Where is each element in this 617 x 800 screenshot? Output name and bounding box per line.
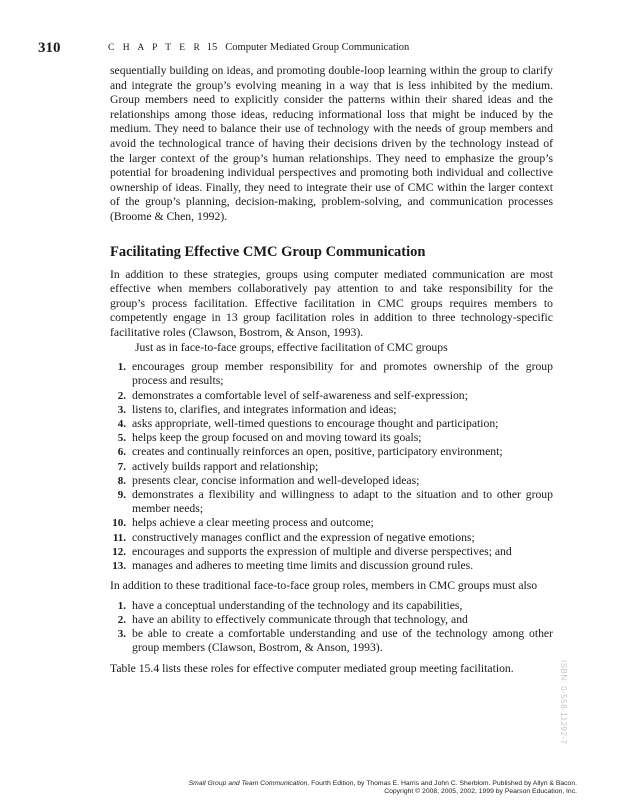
- list-item-text: constructively manages conflict and the expression of negative emotions;: [132, 530, 475, 544]
- list-item-text: encourages group member responsibility for and promotes ownership of the group process and results;: [132, 360, 553, 388]
- list-item-text: helps keep the group focused on and moving toward its goals;: [132, 431, 422, 445]
- list-item: [110, 403, 553, 417]
- list-item-number: 1.: [117, 599, 126, 612]
- list-item-number: 13.: [112, 559, 126, 572]
- list-item-number: 9.: [117, 488, 126, 501]
- list-item: [110, 559, 553, 573]
- list-item: [110, 516, 553, 530]
- list-item-text: be able to create a comfortable understanding and use of the technology among other group members (Clawson, Bostrom, & Anson, 1993).: [132, 627, 553, 655]
- list-item: [110, 474, 553, 488]
- facilitation-roles-list: [110, 360, 553, 573]
- section-paragraph: In addition to these strategies, groups using computer mediated communication are most effective when members collaboratively pay attention to and take responsibility for the group’s process facilitation. Effective facilitation in CMC groups requires members to competently engage in 13 group facilitation roles in addition to three technology-specific facilitative roles (Clawson, Bostrom, & Anson, 1993).: [110, 267, 553, 339]
- list-item-text: manages and adheres to meeting time limits and discussion ground rules.: [132, 558, 474, 572]
- list-item: [110, 417, 553, 431]
- list-item-number: 1.: [117, 361, 126, 374]
- list-item-number: 11.: [112, 531, 126, 544]
- list-item-number: 3.: [117, 628, 126, 641]
- list-item: [110, 531, 553, 545]
- footer: [189, 780, 577, 797]
- list-item: [110, 360, 553, 388]
- list-item: [110, 431, 553, 445]
- list-item-number: 5.: [117, 432, 126, 445]
- list-item-text: encourages and supports the expression of multiple and diverse perspectives; and: [132, 544, 512, 558]
- list-item: [110, 460, 553, 474]
- page-body: [110, 64, 553, 676]
- list-item-number: 4.: [117, 417, 126, 430]
- section-paragraph: Table 15.4 lists these roles for effective computer mediated group meeting facilitation.: [110, 661, 514, 675]
- list-item-number: 2.: [117, 389, 126, 402]
- list-item-text: presents clear, concise information and well-developed ideas;: [132, 473, 420, 487]
- list-item-text: actively builds rapport and relationship;: [132, 459, 319, 473]
- list-item: [110, 627, 553, 655]
- list-item-text: demonstrates a flexibility and willingness to adapt to the situation and to other group member needs;: [132, 487, 553, 516]
- section-paragraph: In addition to these traditional face-to-face group roles, members in CMC groups must also: [110, 579, 538, 593]
- list-item-text: have an ability to effectively communicate through that technology, and: [132, 612, 468, 626]
- footer-book-title: Small Group and Team Communication,: [188, 780, 310, 787]
- list-item: [110, 389, 553, 403]
- running-head: [108, 42, 409, 53]
- list-item-text: have a conceptual understanding of the technology and its capabilities,: [132, 598, 463, 612]
- list-item-text: asks appropriate, well-timed questions to encourage thought and participation;: [132, 416, 499, 430]
- list-item: [110, 445, 553, 459]
- list-item-number: 12.: [112, 545, 126, 558]
- list-item-number: 2.: [117, 613, 126, 626]
- list-item-text: listens to, clarifies, and integrates information and ideas;: [132, 402, 397, 416]
- chapter-title: Computer Mediated Group Communication: [225, 42, 410, 53]
- footer-publication-info: Fourth Edition, by Thomas E. Harris and John C. Sherblom. Published by Allyn & Bacon.: [309, 780, 577, 787]
- list-item: [110, 599, 553, 613]
- list-item: [110, 488, 553, 516]
- list-item-number: 6.: [117, 446, 126, 459]
- section-heading: Facilitating Effective CMC Group Communication: [110, 243, 426, 260]
- isbn-side-note: ISBN: 0-558-11292-7: [559, 660, 568, 745]
- technology-roles-list: [110, 599, 553, 656]
- list-item-text: helps achieve a clear meeting process and outcome;: [132, 516, 374, 530]
- list-item-number: 10.: [112, 517, 126, 530]
- list-item: [110, 545, 553, 559]
- footer-copyright: Copyright © 2008, 2005, 2002, 1999 by Pearson Education, Inc.: [384, 788, 577, 796]
- chapter-label: C H A P T E R: [108, 43, 203, 53]
- chapter-number: 15: [206, 42, 218, 53]
- list-item-number: 8.: [117, 474, 126, 487]
- intro-paragraph: sequentially building on ideas, and promoting double-loop learning within the group to clarify and integrate the group’s evolving meaning in a way that is less inhibited by the medium. Group members need to explicitly consider the patterns within their shared ideas and the relationships among those ideas, reducing informational loss that might be induced by the medium. They need to balance their use of technology with the needs of group members and avoid the technological trance of having their decisions driven by the technology instead of the larger context of the group’s human relationships. They need to emphasize the group’s potential for broadening individual perspectives and promoting both individual and collective ownership of ideas. Finally, they need to integrate their use of CMC within the larger context of the group’s planning, decision-making, problem-solving, and communication processes (Broome & Chen, 1992).: [110, 64, 553, 223]
- list-item-number: 3.: [117, 403, 126, 416]
- section-paragraph: Just as in face-to-face groups, effective facilitation of CMC groups: [135, 340, 448, 354]
- list-item-number: 7.: [117, 460, 126, 473]
- list-item-text: demonstrates a comfortable level of self-awareness and self-expression;: [132, 388, 468, 402]
- list-item: [110, 613, 553, 627]
- page-number: 310: [38, 40, 61, 56]
- list-item-text: creates and continually reinforces an open, positive, participatory environment;: [132, 445, 503, 459]
